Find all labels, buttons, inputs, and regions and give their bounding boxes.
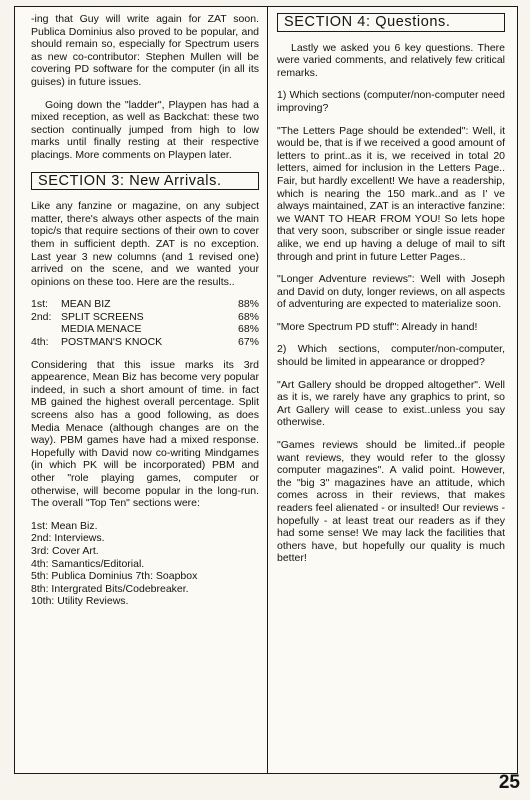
result-rank: 4th:: [31, 336, 49, 349]
paragraph-ladder: Going down the "ladder", Playpen has had a mixed reception, as well as Backchat: these two section continually jumped from high to low marks until finally resting at their respective placings. More comments on Playpen later.: [31, 98, 259, 161]
page-frame: [14, 6, 518, 774]
result-percent: 68%: [237, 323, 259, 336]
result-row: [31, 323, 259, 336]
question-1: 1) Which sections (computer/non-computer need improving?: [277, 89, 505, 114]
top-ten-item: 8th: Intergrated Bits/Codebreaker.: [31, 582, 189, 595]
paragraph-adventure: "Longer Adventure reviews": Well with Joseph and David on duty, longer reviews, on all aspects of adventuring are expected to materialize soon.: [277, 273, 505, 311]
result-percent: 68%: [237, 310, 259, 323]
result-row: [31, 311, 259, 324]
results-list: [31, 298, 259, 348]
result-rank: 1st:: [31, 298, 48, 311]
top-ten-item: 3rd: Cover Art.: [31, 544, 99, 557]
paragraph-intro: -ing that Guy will write again for ZAT soon. Publica Dominius also proved to be popular, and should remain so, especially for Spectrum users as new co-contributor: Stephen Mullen will be covering PD software for the computer (in all its guises) in future issues.: [31, 13, 259, 88]
top-ten-item: 5th: Publica Dominius 7th: Soapbox: [31, 570, 198, 583]
paragraph-spectrum-pd: "More Spectrum PD stuff": Already in hand!: [277, 320, 478, 333]
column-divider: [267, 7, 268, 773]
top-ten-item: 4th: Samantics/Editorial.: [31, 557, 145, 570]
paragraph-art-gallery: "Art Gallery should be dropped altogether". Well as it is, we rarely have any graphics to print, so Art Gallery will cease to exist..unless you say otherwise.: [277, 378, 505, 429]
result-percent: 88%: [237, 298, 259, 311]
question-2: 2) Which sections, computer/non-computer, should be limited in appearance or dropped?: [277, 343, 505, 369]
result-name: POSTMAN'S KNOCK: [61, 336, 163, 349]
result-rank: 2nd:: [31, 310, 52, 323]
result-row: [31, 336, 259, 349]
paragraph-games-reviews: "Games reviews should be limited..if people want reviews, they would refer to the glossy computer magazines". A valid point. However, the "big 3" magazines have an attitude, which comes across in their reviews, that makes readers feel alienated - or insulted! Our reviews - hopefully - at least treat our readers as if they had some sense! We may lack the facilities that others have, but hopefully our quality is much better!: [277, 439, 505, 565]
paragraph-letters-page: "The Letters Page should be extended": Well, it would be, that is if we received a good amount of letters to print..as it is, we received in total 20 letters, aimed for inclusion in the Letters Page.. Fair, but hardly excellent! We have a readership, which is nearing the 150 mark..and as I' ve always maintained, ZAT is an interactive fanzine: we WANT TO HEAR FROM YOU! So lets hope that very soon, subscriber or single issue reader alike, we end up having a deluge of mail to sift through and print in future Letter Pages..: [277, 124, 505, 263]
page-number: 25: [498, 772, 520, 793]
top-ten-list: [31, 520, 259, 608]
left-column: [31, 13, 259, 608]
top-ten-item: 2nd: Interviews.: [31, 532, 105, 545]
paragraph-considering: Considering that this issue marks its 3rd appearence, Mean Biz has become very popular indeed, in such a short amount of time. in fact MB gained the highest overall percentage. Split screens also has a good following, as does Media Menace (although changes are on the way). PBM games have had a mixed response. Hopefully with David now co-writing Mindgames (in which PK will be incorporated) PBM and other "role playing games, computer or otherwise, will become popular in the long-run. The overall "Top Ten" sections were:: [31, 358, 259, 510]
result-name: SPLIT SCREENS: [61, 310, 144, 323]
section-3-heading: SECTION 3: New Arrivals.: [31, 172, 259, 191]
result-name: MEDIA MENACE: [61, 323, 142, 336]
paragraph-lastly: Lastly we asked you 6 key questions. There were varied comments, and relatively few critical remarks.: [277, 41, 505, 79]
result-name: MEAN BIZ: [61, 298, 111, 311]
paragraph-fanzine: Like any fanzine or magazine, on any subject matter, there's always other aspects of the main topic/s that require sections of their own to cover them in sufficient depth. ZAT is no exception. Last year 3 new columns (and 1 revised one) arrived on the scene, and we wanted your opinions on these too. Here are the results..: [31, 200, 259, 288]
section-4-heading: SECTION 4: Questions.: [277, 13, 505, 32]
top-ten-item: 1st: Mean Biz.: [31, 519, 98, 532]
right-column: [277, 13, 505, 575]
result-percent: 67%: [237, 336, 259, 349]
result-row: [31, 298, 259, 311]
top-ten-item: 10th: Utility Reviews.: [31, 595, 129, 608]
